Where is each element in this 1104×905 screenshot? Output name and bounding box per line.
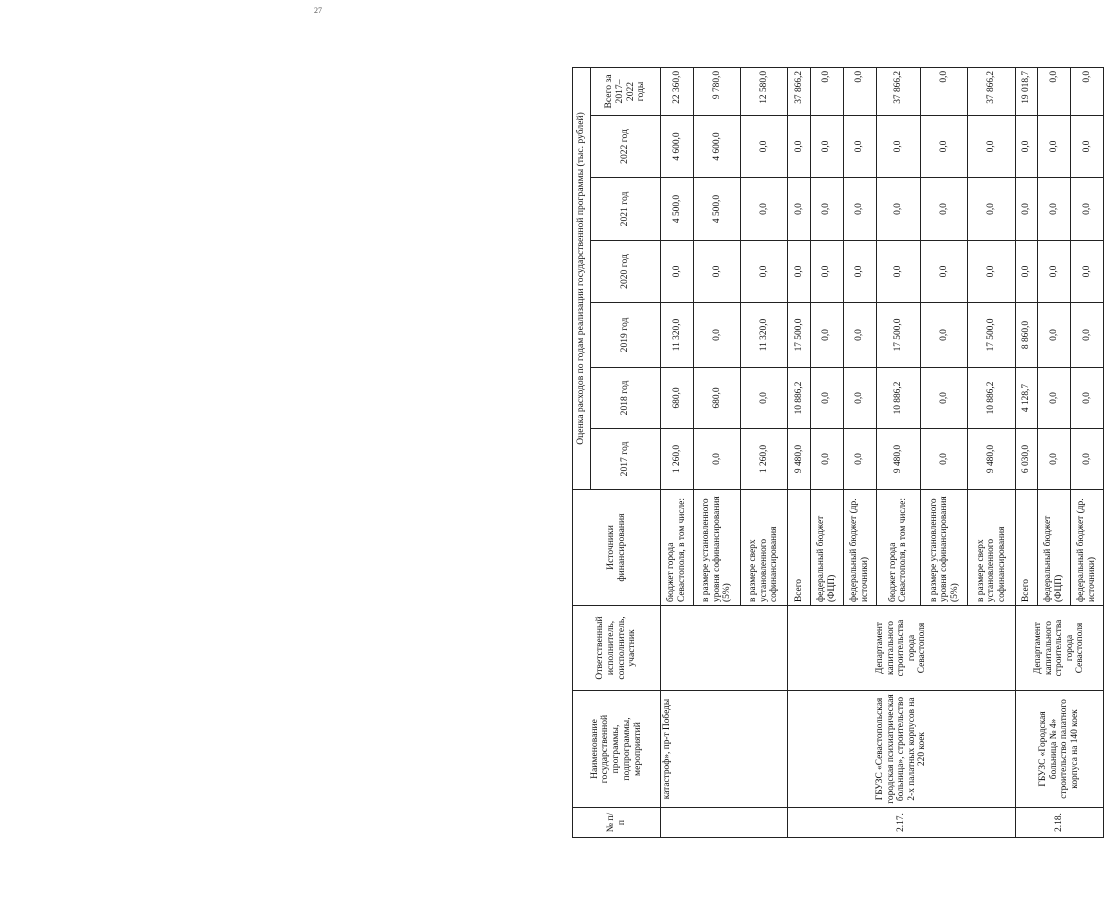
page-number: 27 — [314, 6, 322, 15]
year-value-cell: 0,0 — [1015, 116, 1037, 178]
year-value-cell: 0,0 — [921, 116, 968, 178]
total-value-cell: 0,0 — [1070, 67, 1103, 115]
year-value-cell: 0,0 — [1070, 429, 1103, 490]
total-value-cell: 19 018,7 — [1015, 67, 1037, 115]
row-number-cell: 2.18. — [1015, 808, 1103, 838]
program-name-cell: ГБУЗС «Севастопольская городская психиатрическая больница», строительство 2-х палатных корпусов на 220 коек — [788, 691, 1015, 808]
source-cell: бюджет города Севастополя, в том числе: — [876, 490, 921, 606]
year-value-cell: 1 260,0 — [741, 429, 788, 490]
year-value-cell: 0,0 — [843, 303, 876, 368]
total-value-cell: 0,0 — [1037, 67, 1070, 115]
total-value-cell: 0,0 — [921, 67, 968, 115]
header-num: № п/п — [573, 808, 661, 838]
year-value-cell: 4 128,7 — [1015, 368, 1037, 429]
year-value-cell: 6 030,0 — [1015, 429, 1037, 490]
year-value-cell: 0,0 — [876, 178, 921, 241]
program-name-cell: катастроф», пр-т Победы — [661, 691, 788, 808]
year-value-cell: 0,0 — [1037, 116, 1070, 178]
year-value-cell: 0,0 — [741, 116, 788, 178]
total-value-cell: 0,0 — [843, 67, 876, 115]
year-value-cell: 0,0 — [921, 303, 968, 368]
year-value-cell: 0,0 — [921, 368, 968, 429]
year-value-cell: 9 480,0 — [876, 429, 921, 490]
year-value-cell: 0,0 — [968, 178, 1015, 241]
year-value-cell: 10 886,2 — [876, 368, 921, 429]
year-value-cell: 0,0 — [968, 116, 1015, 178]
year-value-cell: 0,0 — [1070, 241, 1103, 303]
year-value-cell: 17 500,0 — [968, 303, 1015, 368]
year-value-cell: 0,0 — [843, 241, 876, 303]
year-value-cell: 4 600,0 — [693, 116, 740, 178]
year-value-cell: 0,0 — [921, 241, 968, 303]
year-value-cell: 0,0 — [1015, 178, 1037, 241]
year-value-cell: 0,0 — [1037, 429, 1070, 490]
year-value-cell: 0,0 — [693, 429, 740, 490]
executor-cell: Департамент капитального строительства города Севастополя — [788, 606, 1015, 691]
header-executor: Ответственный исполнитель, соисполнитель, участник — [573, 606, 661, 691]
year-value-cell: 0,0 — [1070, 116, 1103, 178]
year-value-cell: 0,0 — [741, 241, 788, 303]
year-value-cell: 11 320,0 — [741, 303, 788, 368]
executor-cell — [661, 606, 788, 691]
total-value-cell: 22 360,0 — [661, 67, 694, 115]
program-name-cell: ГБУЗС «Городская больница № 4» строительство палатного корпуса на 140 коек — [1015, 691, 1103, 808]
source-cell: в размере установленного уровня софинансирования (5%) — [693, 490, 740, 606]
year-value-cell: 0,0 — [1070, 368, 1103, 429]
year-value-cell: 0,0 — [661, 241, 694, 303]
year-value-cell: 0,0 — [1070, 303, 1103, 368]
source-cell: федеральный бюджет (ФЦП) — [1037, 490, 1070, 606]
year-value-cell: 0,0 — [810, 178, 843, 241]
source-cell: в размере установленного уровня софинансирования (5%) — [921, 490, 968, 606]
year-value-cell: 0,0 — [1070, 178, 1103, 241]
year-value-cell: 17 500,0 — [876, 303, 921, 368]
year-value-cell: 0,0 — [968, 241, 1015, 303]
table-row — [788, 67, 810, 837]
total-value-cell: 37 866,2 — [968, 67, 1015, 115]
header-year: 2021 год — [591, 178, 661, 241]
table-row — [1015, 67, 1037, 837]
table-row — [661, 67, 694, 837]
total-value-cell: 37 866,2 — [876, 67, 921, 115]
table-body — [661, 67, 1104, 837]
source-cell: Всего — [788, 490, 810, 606]
header-year: 2017 год — [591, 429, 661, 490]
year-value-cell: 4 500,0 — [661, 178, 694, 241]
year-value-cell: 0,0 — [876, 116, 921, 178]
year-value-cell: 0,0 — [1037, 368, 1070, 429]
year-value-cell: 0,0 — [788, 178, 810, 241]
header-name: Наименование государственной программы, подпрограммы, мероприятий — [573, 691, 661, 808]
year-value-cell: 0,0 — [693, 303, 740, 368]
source-cell: бюджет города Севастополя, в том числе: — [661, 490, 694, 606]
year-value-cell: 9 480,0 — [788, 429, 810, 490]
header-year: 2019 год — [591, 303, 661, 368]
source-cell: федеральный бюджет (др. источники) — [843, 490, 876, 606]
year-value-cell: 0,0 — [810, 241, 843, 303]
year-value-cell: 9 480,0 — [968, 429, 1015, 490]
year-value-cell: 10 886,2 — [788, 368, 810, 429]
year-value-cell: 0,0 — [1037, 241, 1070, 303]
year-value-cell: 0,0 — [1037, 303, 1070, 368]
year-value-cell: 0,0 — [843, 178, 876, 241]
year-value-cell: 17 500,0 — [788, 303, 810, 368]
year-value-cell: 0,0 — [843, 429, 876, 490]
header-year: 2018 год — [591, 368, 661, 429]
total-value-cell: 12 580,0 — [741, 67, 788, 115]
row-number-cell: 2.17. — [788, 808, 1015, 838]
year-value-cell: 0,0 — [810, 368, 843, 429]
source-cell: Всего — [1015, 490, 1037, 606]
total-value-cell: 9 780,0 — [693, 67, 740, 115]
year-value-cell: 0,0 — [843, 368, 876, 429]
row-number-cell — [661, 808, 788, 838]
source-cell: федеральный бюджет (др. источники) — [1070, 490, 1103, 606]
year-value-cell: 4 600,0 — [661, 116, 694, 178]
executor-cell: Департамент капитального строительства города Севастополя — [1015, 606, 1103, 691]
source-cell: федеральный бюджет (ФЦП) — [810, 490, 843, 606]
year-value-cell: 0,0 — [921, 178, 968, 241]
year-value-cell: 1 260,0 — [661, 429, 694, 490]
total-value-cell: 0,0 — [810, 67, 843, 115]
header-estimate: Оценка расходов по годам реализации государственной программы (тыс. рублей) — [573, 67, 591, 489]
year-value-cell: 0,0 — [1015, 241, 1037, 303]
year-value-cell: 0,0 — [876, 241, 921, 303]
header-year: 2022 год — [591, 116, 661, 178]
year-value-cell: 10 886,2 — [968, 368, 1015, 429]
year-value-cell: 680,0 — [693, 368, 740, 429]
year-value-cell: 0,0 — [810, 303, 843, 368]
year-value-cell: 0,0 — [810, 116, 843, 178]
year-value-cell: 0,0 — [741, 178, 788, 241]
year-value-cell: 0,0 — [741, 368, 788, 429]
year-value-cell: 0,0 — [843, 116, 876, 178]
rotated-table-container — [572, 68, 1104, 838]
year-value-cell: 11 320,0 — [661, 303, 694, 368]
year-value-cell: 0,0 — [921, 429, 968, 490]
year-value-cell: 680,0 — [661, 368, 694, 429]
year-value-cell: 4 500,0 — [693, 178, 740, 241]
year-value-cell: 0,0 — [1037, 178, 1070, 241]
source-cell: в размере сверх установленного софинансирования — [968, 490, 1015, 606]
year-value-cell: 8 860,0 — [1015, 303, 1037, 368]
budget-table — [572, 67, 1104, 838]
header-total: Всего за 2017–2022 годы — [591, 67, 661, 115]
year-value-cell: 0,0 — [788, 241, 810, 303]
year-value-cell: 0,0 — [788, 116, 810, 178]
header-year: 2020 год — [591, 241, 661, 303]
header-source: Источники финансирования — [573, 490, 661, 606]
source-cell: в размере сверх установленного софинансирования — [741, 490, 788, 606]
year-value-cell: 0,0 — [693, 241, 740, 303]
total-value-cell: 37 866,2 — [788, 67, 810, 115]
year-value-cell: 0,0 — [810, 429, 843, 490]
